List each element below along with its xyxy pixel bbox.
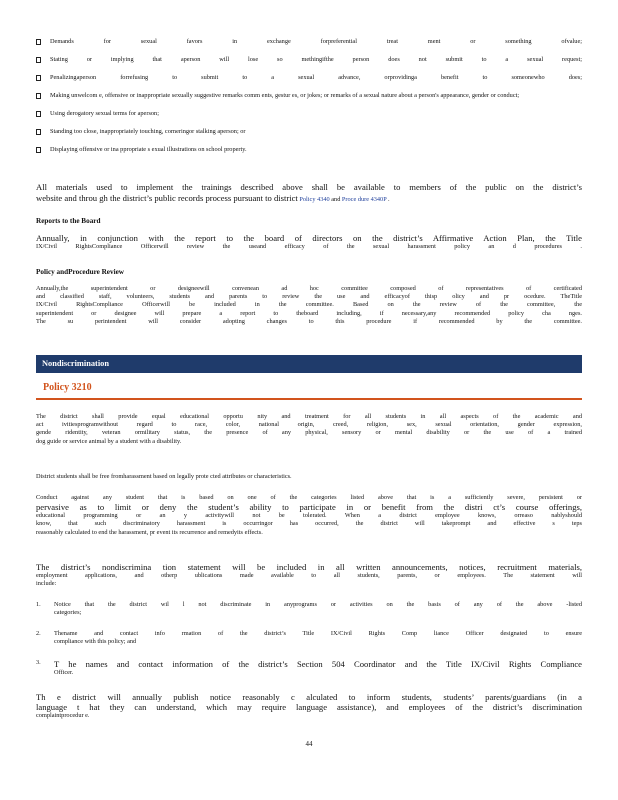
list-item: 2. Thename and contact info rmation of the district’s Title IX/Civil Rights Comp liance Officer designated to ensure compliance with this policy; and	[36, 630, 582, 646]
checkbox-bullet-icon	[36, 75, 41, 81]
checkbox-bullet-icon	[36, 129, 41, 135]
section-divider	[36, 398, 582, 400]
bullet-list	[36, 38, 582, 164]
section-banner	[36, 355, 582, 373]
conduct-paragraph: Conduct against any student that is based on one of the categories listed above that is a sufficiently severe, persistent or pervasive as to limit or deny the student’s ability to participate in or benefit from the distri ct’s course offerings, educational programming or an y activitywill not be tolerated. When a district employee knows, orreaso nablyshould know, that such discriminatory harassment is occurringor has occurred, the district will takeprompt and effective s teps reasonably calculated to end the harassment, pr event its recurrence and remedyits effects.	[36, 494, 582, 536]
equal-opportunity-paragraph: The district shall provide equal educational opportu nity and treatment for all students in all aspects of the academic and act ivitiesprogramwithout regard to race, color, national origin, creed, religion, sex, sexual orientation, gender expression, gende ridentity, veteran ormilitary status, the presence of any physical, sensory or mental disability or the use of a trained dog guide or service animal by a student with a disability.	[36, 413, 582, 445]
list-item: 1. Notice that the district wil l not discriminate in anyprograms or activities on the basis of any of the above -listed categories;	[36, 601, 582, 617]
list-item: Demands for sexual favors in exchange forpreferential treat ment or something ofvalue;	[36, 38, 582, 46]
page-number: 44	[305, 740, 313, 748]
checkbox-bullet-icon	[36, 57, 41, 63]
review-paragraph: Annually,the superintendent or designeewill convenean ad hoc committee composed of representatives of certificated and classified staff, volunteers, students and parents to review the use and efficacyof thisp olicy and pr ocedure. TheTitle IX/Civil RightsCompliance Officerwill be included in the committee. Based on the review of the committee, the superintendent or designee will prepare a report to theboard including, if necessary,any recommended policy cha nges. The su perintendent will consider adopting changes to this procedure if recommended by the committee.	[36, 285, 582, 325]
review-heading: Policy andProcedure Review	[36, 268, 124, 276]
list-item: 3. T he names and contact information of the district’s Section 504 Coordinator and the Title IX/Civil Rights Compliance Officer.	[36, 659, 582, 676]
policy-4340-link[interactable]: Policy 4340	[299, 196, 330, 203]
list-item: Penalizingaperson forrefusing to submit to a sexual advance, orprovidinga benefit to someonewho does;	[36, 74, 582, 82]
list-item: Displaying offensive or ina ppropriate s exual illustrations on school property.	[36, 146, 582, 154]
checkbox-bullet-icon	[36, 39, 41, 45]
policy-number: Policy 3210	[43, 382, 92, 393]
checkbox-bullet-icon	[36, 147, 41, 153]
notice-paragraph: Th e district will annually publish notice reasonably c alculated to inform students, students’ parents/guardians (in a language t hat they can understand, which may require language assistance), and employees of the district’s discrimination complaintprocedur e.	[36, 692, 582, 719]
checkbox-bullet-icon	[36, 111, 41, 117]
reports-heading: Reports to the Board	[36, 217, 101, 225]
checkbox-bullet-icon	[36, 93, 41, 99]
reports-paragraph: Annually, in conjunction with the report to the board of directors on the district’s Affirmative Action Plan, the Title IX/Civil RightsCompliance Officerwill review the useand efficacy of the sexual harassment policy an d procedures .	[36, 233, 582, 250]
list-item: Stating or implying that aperson will lose so methingifthe person does not submit to a sexual request;	[36, 56, 582, 64]
materials-paragraph: All materials used to implement the trainings described above shall be available to members of the public on the district’s website and throu gh the district’s public records process pursuant to district Policy 4340 and Proce dure 4340P .	[36, 182, 582, 203]
list-item: Using derogatory sexual terms for aperson;	[36, 110, 582, 118]
list-item: Making unwelcom e, offensive or inappropriate sexually suggestive remarks comm ents, gestur es, or jokes; or remarks of a sexual nature about a person's appearance, gender or conduct;	[36, 92, 582, 100]
procedure-4340p-link[interactable]: Proce dure 4340P	[341, 196, 387, 203]
section-title: Nondiscrimination	[42, 359, 110, 368]
statement-paragraph: The district’s nondiscrimina tion statement will be included in all written announcements, notices, recruitment materials, employment applications, and otherp ublications made available to all students, parents, or employees. The statement will include:	[36, 562, 582, 588]
list-item: Standing too close, inappropriately touching, corneringor stalking aperson; or	[36, 128, 582, 136]
harassment-paragraph: District students shall be free fromharassment based on legally prote cted attributes or characteristics.	[36, 473, 292, 480]
